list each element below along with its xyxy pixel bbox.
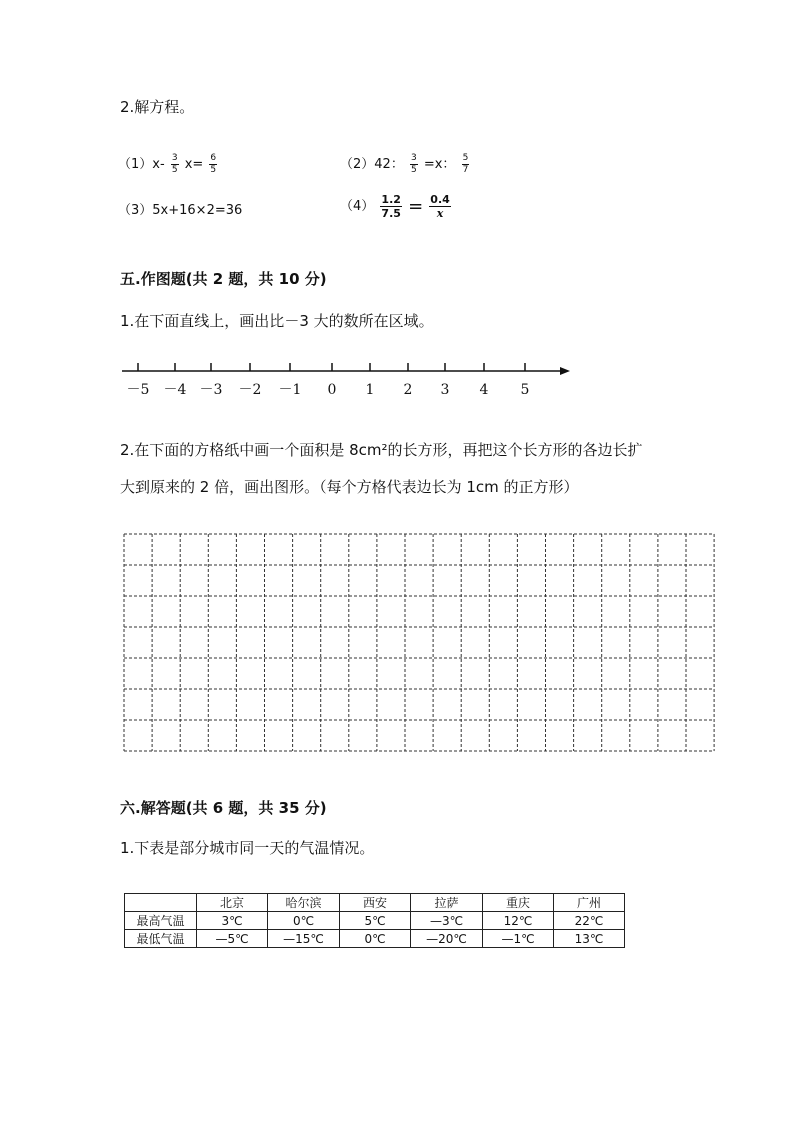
number-line-label: 5 (520, 382, 530, 398)
header-cell: 北京 (197, 894, 268, 912)
equation-1 (118, 153, 219, 176)
number-line-ticks (138, 363, 525, 371)
number-line-label: －1 (278, 382, 302, 398)
equation-text: x= (184, 157, 204, 172)
table-row (125, 912, 625, 930)
equals-sign: = (408, 196, 424, 217)
table-cell: 13℃ (554, 930, 625, 948)
table-header-row (125, 894, 625, 912)
table-cell: 0℃ (268, 912, 340, 930)
number-line (115, 358, 575, 403)
equation-text: 5x+16×2=36 (152, 203, 243, 218)
number-line-label: 1 (365, 382, 375, 398)
number-line-label: －3 (199, 382, 223, 398)
number-line-label: －5 (126, 382, 150, 398)
header-cell: 广州 (554, 894, 625, 912)
equation-4 (340, 193, 453, 220)
table-cell: 3℃ (197, 912, 268, 930)
equation-label: （4） (340, 199, 375, 214)
fraction: $\frac{1.2}{7.5}$ (381, 193, 401, 220)
number-line-label: 3 (440, 382, 450, 398)
question-title: 2.解方程。 (120, 98, 195, 116)
number-line-labels (127, 382, 530, 398)
equation-text: x- (152, 157, 165, 172)
number-line-label: 4 (479, 382, 489, 398)
header-cell: 重庆 (483, 894, 554, 912)
question-text: 1.下表是部分城市同一天的气温情况。 (120, 839, 375, 857)
fraction: $\frac{0.4}{x}$ (430, 193, 450, 220)
header-cell (125, 894, 197, 912)
number-line-label: 0 (327, 382, 337, 398)
header-cell: 哈尔滨 (268, 894, 340, 912)
table-cell: 12℃ (483, 912, 554, 930)
fraction: $\frac{6}{5}$ (210, 153, 217, 175)
temperature-table (124, 893, 625, 948)
table-cell: —5℃ (197, 930, 268, 948)
equation-label: （2） (340, 157, 375, 172)
question-text: 1.在下面直线上，画出比－3 大的数所在区域。 (120, 312, 434, 330)
table-row (125, 930, 625, 948)
equation-2 (340, 153, 471, 176)
equation-label: （1） (118, 157, 153, 172)
table-cell: 5℃ (340, 912, 411, 930)
number-line-label: －4 (163, 382, 187, 398)
section-title: 五.作图题(共 2 题，共 10 分) (120, 270, 327, 288)
table-cell: —3℃ (411, 912, 483, 930)
fraction: $\frac{3}{5}$ (410, 153, 417, 175)
table-cell: —15℃ (268, 930, 340, 948)
table-cell: —20℃ (411, 930, 483, 948)
number-line-label: －2 (238, 382, 262, 398)
number-line-arrow (560, 367, 570, 375)
table-cell: 0℃ (340, 930, 411, 948)
equation-3 (118, 199, 242, 218)
temperature-table-wrap (124, 893, 625, 948)
row-label: 最低气温 (125, 930, 197, 948)
number-line-label: 2 (403, 382, 413, 398)
section-title: 六.解答题(共 6 题，共 35 分) (120, 799, 327, 817)
header-cell: 拉萨 (411, 894, 483, 912)
fraction: $\frac{5}{7}$ (462, 153, 469, 175)
equation-label: （3） (118, 203, 153, 218)
question-text: 2.在下面的方格纸中画一个面积是 8cm²的长方形，再把这个长方形的各边长扩 (120, 441, 643, 459)
equation-text: 42： (374, 157, 404, 172)
fraction: $\frac{3}{5}$ (171, 153, 178, 175)
grid-paper[interactable] (123, 533, 717, 753)
question-text: 大到原来的 2 倍，画出图形。（每个方格代表边长为 1cm 的正方形） (120, 478, 579, 496)
row-label: 最高气温 (125, 912, 197, 930)
table-cell: 22℃ (554, 912, 625, 930)
table-cell: —1℃ (483, 930, 554, 948)
equation-text: =x： (423, 157, 456, 172)
header-cell: 西安 (340, 894, 411, 912)
